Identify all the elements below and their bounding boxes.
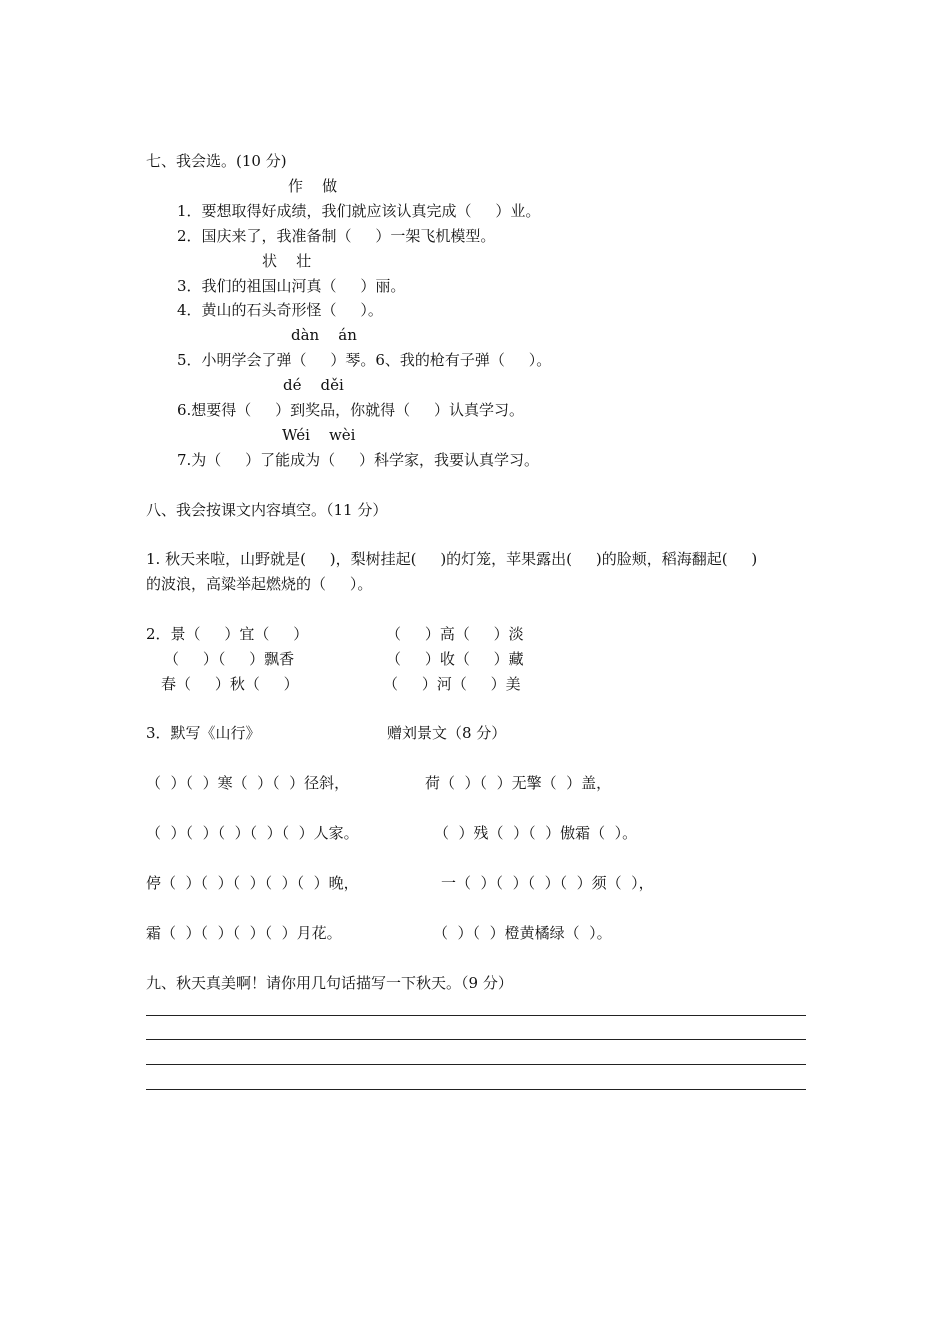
poem-row-3-right: 一（ ）（ ）（ ）（ ）须（ ）， xyxy=(441,874,654,892)
writing-line-1[interactable] xyxy=(146,1015,806,1016)
question-3: 3．我们的祖国山河真（ ）丽。 xyxy=(177,277,406,295)
part-3-title-left: 3．默写《山行》 xyxy=(146,724,261,742)
section-7-title: 七、我会选。(10 分) xyxy=(146,152,287,170)
part-2-row-3-right: （ ）河（ ）美 xyxy=(383,675,521,693)
section-9-title: 九、秋天真美啊！请你用几句话描写一下秋天。（9 分） xyxy=(146,974,513,992)
question-7: 7.为（ ）了能成为（ ）科学家，我要认真学习。 xyxy=(177,451,539,469)
poem-row-2-left: （ ）（ ）（ ）（ ）（ ）人家。 xyxy=(146,824,359,842)
part-2-row-2-right: （ ）收（ ）藏 xyxy=(386,650,524,668)
part-1-line-1: 1. 秋天来啦，山野就是( )，梨树挂起( )的灯笼，苹果露出( )的脸颊，稻海翻起( ) xyxy=(146,550,758,568)
part-2-row-3-left: 春（ ）秋（ ） xyxy=(161,675,299,693)
writing-line-2[interactable] xyxy=(146,1039,806,1040)
writing-line-3[interactable] xyxy=(146,1064,806,1065)
poem-row-1-left: （ ）（ ）寒（ ）（ ）径斜， xyxy=(146,774,350,792)
option-group-3: dàn án xyxy=(291,326,357,344)
part-3-title-right: 赠刘景文（8 分） xyxy=(387,724,507,742)
poem-row-4-left: 霜（ ）（ ）（ ）（ ）月花。 xyxy=(146,924,342,942)
option-group-1: 作 做 xyxy=(288,177,338,195)
part-1-line-2: 的波浪，高粱举起燃烧的（ ）。 xyxy=(146,575,373,593)
writing-line-4[interactable] xyxy=(146,1089,806,1090)
question-1: 1．要想取得好成绩，我们就应该认真完成（ ）业。 xyxy=(177,202,541,220)
option-group-2: 状 壮 xyxy=(262,252,312,270)
poem-row-1-right: 荷（ ）（ ）无擎（ ）盖， xyxy=(425,774,612,792)
question-4: 4．黄山的石头奇形怪（ ）。 xyxy=(177,301,383,319)
part-2-row-1-right: （ ）高（ ）淡 xyxy=(386,625,524,643)
poem-row-3-left: 停（ ）（ ）（ ）（ ）（ ）晚， xyxy=(146,874,359,892)
question-6: 6.想要得（ ）到奖品，你就得（ ）认真学习。 xyxy=(177,401,524,419)
part-2-row-1-left: 2．景（ ）宜（ ） xyxy=(146,625,309,643)
option-group-5: Wéi wèi xyxy=(282,426,356,444)
question-5: 5．小明学会了弹（ ）琴。6、我的枪有子弹（ ）。 xyxy=(177,351,552,369)
poem-row-2-right: （ ）残（ ）（ ）傲霜（ ）。 xyxy=(434,824,638,842)
part-2-row-2-left: （ ）（ ）飘香 xyxy=(164,650,295,668)
section-8-title: 八、我会按课文内容填空。（11 分） xyxy=(146,501,388,519)
question-2: 2．国庆来了，我准备制（ ）一架飞机模型。 xyxy=(177,227,496,245)
poem-row-4-right: （ ）（ ）橙黄橘绿（ ）。 xyxy=(433,924,612,942)
option-group-4: dé děi xyxy=(283,376,344,394)
